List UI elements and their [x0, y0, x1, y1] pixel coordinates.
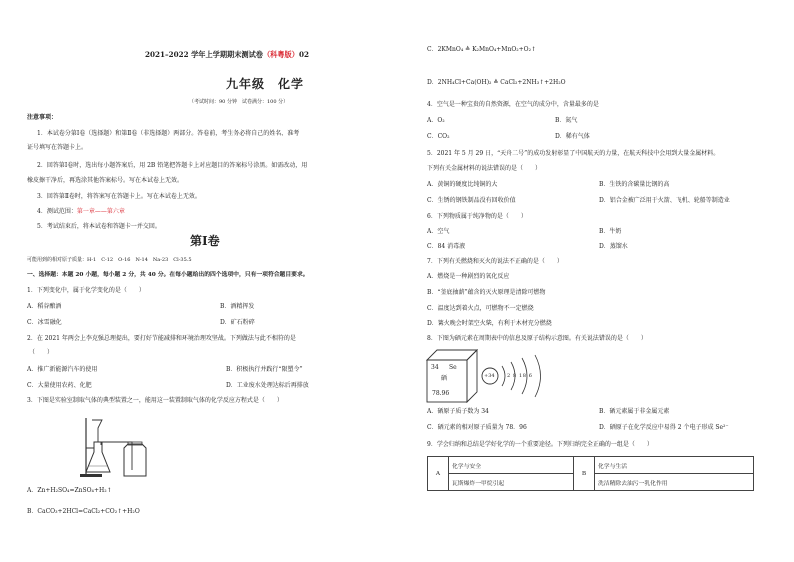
q1-option-c[interactable]: C．冰雪融化 — [27, 319, 62, 326]
q2-option-a[interactable]: A．推广新能源汽车的使用 — [27, 366, 98, 373]
question-4-stem: 4．空气是一种宝贵的自然资源，在空气的成分中，含量最多的是 — [427, 101, 599, 108]
q5-option-b[interactable]: B．生铁的含碳量比钢的高 — [599, 181, 670, 188]
q6-option-b[interactable]: B．牛奶 — [599, 228, 622, 235]
question-2-paren: （ ） — [29, 349, 54, 356]
question-8-stem: 8．下图为硒元素在周期表中的信息及原子结构示意图。有关说法错误的是（ ） — [427, 335, 647, 342]
q2-option-b[interactable]: B．积极执行并践行“限塑令” — [226, 366, 303, 373]
note-line: 2．回答第Ⅰ卷时，选出每小题答案后，用 2B 铅笔把答题卡上对应题目的答案标号涂黑。如需改动，用 — [37, 162, 308, 169]
q9-row-b-label[interactable]: B — [574, 457, 595, 491]
q4-option-a[interactable]: A．O₂ — [427, 117, 445, 124]
question-7-stem: 7．下列有关燃烧和灭火的说法不正确的是（ ） — [427, 258, 563, 265]
q8-option-c[interactable]: C．硒元素的相对原子质量为 78．96 — [427, 424, 527, 431]
q3-option-d[interactable]: D．2NH₄Cl+Ca(OH)₂ ≜ CaCl₂+2NH₃↑+2H₂O — [427, 79, 566, 86]
q5-option-a[interactable]: A．黄铜的硬度比纯铜的大 — [427, 181, 498, 188]
q8-option-a[interactable]: A．硒原子质子数为 34 — [427, 408, 489, 415]
selenium-symbol: Se — [449, 364, 457, 371]
q4-option-d[interactable]: D．稀有气体 — [555, 133, 590, 140]
q2-option-c[interactable]: C．大量使用农药、化肥 — [27, 382, 92, 389]
q3-option-b[interactable]: B．CaCO₃+2HCl=CaCl₂+CO₂↑+H₂O — [27, 508, 140, 515]
note-line: 橡皮擦干净后，再选涂其他答案标号。写在本试卷上无效。 — [27, 177, 184, 184]
q8-option-d[interactable]: D．硒原子在化学反应中易得 2 个电子形成 Se²⁻ — [599, 424, 729, 431]
question-1-stem: 1．下列变化中，属于化学变化的是（ ） — [27, 287, 145, 294]
q1-option-b[interactable]: B．酒精挥发 — [220, 303, 255, 310]
q6-option-c[interactable]: C．84 消毒液 — [427, 243, 466, 250]
question-9-stem: 9．学会归纳和总结是学好化学的一个重要途径。下列归纳完全正确的一组是（ ） — [427, 441, 653, 448]
q3-option-a[interactable]: A．Zn+H₂SO₄=ZnSO₄+H₂↑ — [27, 487, 112, 494]
section-heading: 一、选择题：本题 20 小题，每小题 2 分，共 40 分。在每小题给出的四个选项中，只有一项符合题目要求。 — [27, 272, 309, 278]
q7-option-b[interactable]: B．“釜底抽薪”蕴含的灭火原理是清除可燃物 — [427, 289, 546, 296]
q9-a-body: 瓦斯爆炸一甲烷引起 — [449, 474, 574, 491]
q9-b-body: 洗洁精除去油污一乳化作用 — [595, 474, 754, 491]
q9-b-title: 化学与生活 — [595, 457, 754, 474]
q8-option-b[interactable]: B．硒元素属于非金属元素 — [599, 408, 670, 415]
question-5-stem-2: 下列有关金属材料的说法错误的是（ ） — [427, 165, 542, 172]
note-line: 1．本试卷分第Ⅰ卷（选择题）和第Ⅱ卷（非选择题）两部分。答卷前，考生务必将自己的姓名、准考 — [37, 130, 300, 137]
question-2-stem: 2．在 2021 年两会上李克强总理提出，要打好节能减排和环境治理攻坚战。下列做法与此不相符的是 — [27, 335, 296, 342]
q9-table — [427, 456, 754, 491]
note-line: 5．考试结束后，将本试卷和答题卡一并交回。 — [37, 223, 161, 230]
q6-option-a[interactable]: A．空气 — [427, 228, 450, 235]
question-5-stem: 5．2021 年 5 月 29 日，“天舟二号”的成功发射彰显了中国航天的力量，在航天科技中会用到大量金属材料。 — [427, 150, 720, 157]
q1-option-a[interactable]: A．稻谷酿酒 — [27, 303, 62, 310]
q2-option-d[interactable]: D．工业废水处理达标后再排放 — [226, 382, 309, 389]
note-line-4: 4．测试范围：第一章——第六章 — [37, 208, 125, 215]
atomic-masses: 可能用到的相对原子质量：H-1 C-12 O-16 N-14 Na-23 Cl-35.5 — [27, 257, 192, 263]
q9-a-title: 化学与安全 — [449, 457, 574, 474]
q9-row-a-label[interactable]: A — [428, 457, 449, 491]
note-line: 证号填写在答题卡上。 — [27, 144, 88, 151]
electron-shells: 2 8 18 6 — [507, 373, 533, 379]
q4-option-c[interactable]: C．CO₂ — [427, 133, 450, 140]
q7-option-c[interactable]: C．温度达到着火点，可燃物不一定燃烧 — [427, 305, 534, 312]
exam-info: （考试时间：90 分钟 试卷满分：100 分） — [189, 99, 289, 105]
grade-subject: 九年级 化学 — [226, 77, 305, 91]
part-one-title: 第Ⅰ卷 — [190, 234, 220, 248]
edition-label: （科粤版） — [262, 50, 299, 59]
selenium-atomic-number: 34 — [431, 364, 439, 371]
q7-option-d[interactable]: D．篝火晚会时架空火柴，有利于木材充分燃烧 — [427, 320, 552, 327]
selenium-atomic-mass: 78.96 — [432, 390, 450, 397]
q3-option-c[interactable]: C．2KMnO₄ ≜ K₂MnO₄+MnO₂+O₂↑ — [427, 46, 537, 53]
q6-option-d[interactable]: D．蒸馏水 — [599, 243, 628, 250]
question-6-stem: 6．下列物质属于纯净物的是（ ） — [427, 213, 527, 220]
test-range: 第一章——第六章 — [76, 208, 125, 215]
notes-heading: 注意事项： — [27, 114, 58, 121]
q5-option-d[interactable]: D．铝合金被广泛用于火箭、飞机、轮船等制造业 — [599, 197, 730, 204]
q1-option-d[interactable]: D．矿石粉碎 — [220, 319, 255, 326]
question-3-stem: 3．下图是实验室制取气体的典型装置之一，能用这一装置制取气体的化学反应方程式是（ ） — [27, 397, 283, 404]
selenium-name: 硒 — [441, 375, 448, 382]
atom-nucleus-charge: +34 — [484, 373, 495, 379]
q4-option-b[interactable]: B．氮气 — [555, 117, 578, 124]
q7-option-a[interactable]: A．燃烧是一种剧烈的氧化反应 — [427, 273, 510, 280]
gas-apparatus-figure — [80, 412, 170, 478]
q5-option-c[interactable]: C．生锈的钢铁制品没有回收价值 — [427, 197, 516, 204]
note-line: 3．回答第Ⅱ卷时，将答案写在答题卡上。写在本试卷上无效。 — [37, 193, 201, 200]
exam-title: 2021–2022 学年上学期期末测试卷（科粤版）02 — [145, 50, 309, 59]
